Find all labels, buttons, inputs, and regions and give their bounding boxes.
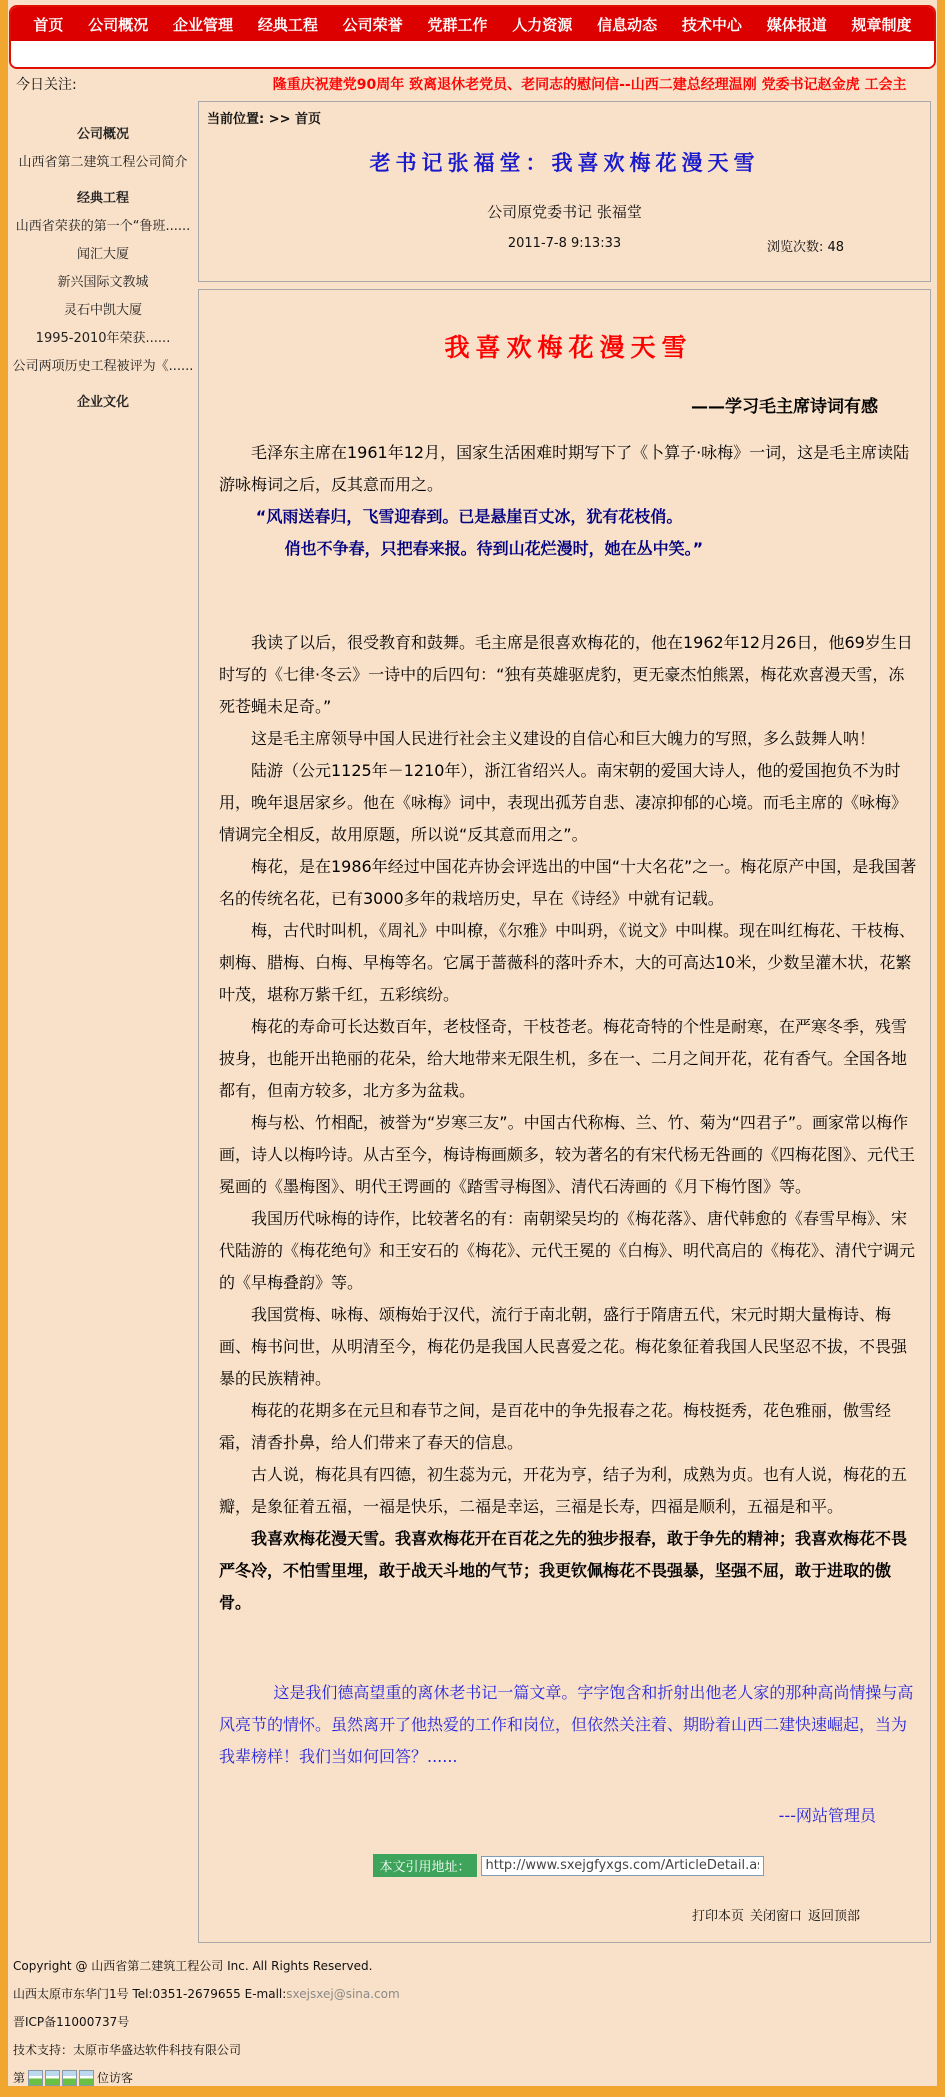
article-paragraph: 俏也不争春，只把春来报。待到山花烂漫时，她在丛中笑。” — [284, 539, 704, 558]
article-body-box — [198, 289, 931, 1943]
footer-icp: 晋ICP备11000737号 — [13, 2015, 130, 2029]
article-body — [219, 437, 918, 1773]
site-header — [9, 5, 936, 69]
action-link[interactable]: 打印本页 — [691, 1909, 744, 1924]
cite-url-input[interactable] — [481, 1856, 764, 1876]
article-date: 2011-7-8 9:13:33 — [507, 236, 622, 251]
article-paragraph: 我喜欢梅花漫天雪。我喜欢梅花开在百花之先的独步报春，敢于争先的精神；我喜欢梅花不畏严冬冷，不怕雪里埋，敢于战天斗地的气节；我更钦佩梅花不畏强暴，坚强不屈，敢于进取的傲骨。 — [219, 1529, 908, 1612]
article-header-box — [198, 101, 931, 282]
article-paragraph: 毛泽东主席在1961年12月，国家生活困难时期写下了《卜算子·咏梅》一词，这是毛主席读陆游咏梅词之后，反其意而用之。 — [219, 443, 910, 494]
article-paragraph: 梅花的寿命可长达数百年，老枝怪奇，干枝苍老。梅花奇特的个性是耐寒，在严寒冬季，残雪披身，也能开出艳丽的花朵，给大地带来无限生机，多在一、二月之间开花，花有香气。全国各地都有，但南方较多，北方多为盆栽。 — [219, 1017, 908, 1100]
main-column — [198, 101, 931, 1943]
breadcrumb[interactable]: 当前位置: >> 首页 — [207, 112, 322, 127]
nav-item[interactable]: 人力资源 — [512, 15, 573, 34]
sidebar-item[interactable]: 1995-2010年荣获...... — [35, 331, 171, 346]
article-paragraph: 这是毛主席领导中国人民进行社会主义建设的自信心和巨大魄力的写照，多么鼓舞人呐！ — [251, 729, 876, 748]
sidebar-item[interactable]: 闻汇大厦 — [76, 247, 129, 262]
article-heading: 我喜欢梅花漫天雪 — [444, 333, 693, 362]
counter-suffix: 位访客 — [97, 2071, 134, 2085]
article-paragraph: 我国赏梅、咏梅、颂梅始于汉代，流行于南北朝，盛行于隋唐五代，宋元时期大量梅诗、梅画、梅书问世，从明清至今，梅花仍是我国人民喜爱之花。梅花象征着我国人民坚忍不拔，不畏强暴的民族精神。 — [219, 1305, 908, 1388]
article-paragraph: 这是我们德高望重的离休老书记一篇文章。字字饱含和折射出他老人家的那种高尚情操与高风亮节的情怀。虽然离开了他热爱的工作和岗位，但依然关注着、期盼着山西二建快速崛起，当为我辈榜样！我们当如何回答？...... — [219, 1683, 914, 1766]
article-subtitle: ——学习毛主席诗词有感 — [691, 397, 878, 417]
nav-item[interactable]: 经典工程 — [257, 15, 318, 34]
sidebar-item[interactable]: 灵石中凯大厦 — [63, 303, 142, 318]
action-link[interactable]: 关闭窗口 — [749, 1909, 802, 1924]
sidebar-item[interactable]: 新兴国际文教城 — [57, 275, 149, 290]
footer — [8, 1943, 937, 2086]
nav-item[interactable]: 规章制度 — [851, 15, 912, 34]
article-paragraph: 梅花的花期多在元旦和春节之间，是百花中的争先报春之花。梅枝挺秀，花色雅丽，傲雪经霜，清香扑鼻，给人们带来了春天的信息。 — [219, 1401, 892, 1452]
article-paragraph: 我国历代咏梅的诗作，比较著名的有：南朝梁吴均的《梅花落》、唐代韩愈的《春雪早梅》、宋代陆游的《梅花绝句》和王安石的《梅花》、元代王冕的《白梅》、明代高启的《梅花》、清代宁调元的《早梅叠韵》等。 — [219, 1209, 916, 1292]
article-meta-row — [207, 236, 922, 255]
content-columns — [8, 101, 937, 1943]
action-link[interactable]: 返回顶部 — [807, 1909, 860, 1924]
counter-prefix: 第 — [13, 2071, 26, 2085]
article-byline: 公司原党委书记 张福堂 — [487, 203, 642, 221]
article-paragraph: 古人说，梅花具有四德，初生蕊为元，开花为亨，结子为利，成熟为贞。也有人说，梅花的五瓣，是象征着五福，一福是快乐，二福是幸运，三福是长寿，四福是顺利，五福是和平。 — [219, 1465, 908, 1516]
content-panel — [8, 0, 937, 2086]
broken-image-icon — [45, 2070, 60, 2086]
submenu-strip — [11, 41, 934, 67]
main-nav — [11, 7, 934, 41]
nav-item[interactable]: 媒体报道 — [766, 15, 827, 34]
nav-item[interactable]: 信息动态 — [597, 15, 658, 34]
cite-row — [219, 1854, 918, 1877]
sidebar-item[interactable]: 公司概况 — [76, 127, 129, 142]
sidebar — [8, 101, 198, 1943]
sidebar-item[interactable]: 经典工程 — [76, 191, 129, 206]
article-signature: ---网站管理员 — [778, 1806, 876, 1825]
article-paragraph: 陆游（公元1125年－1210年），浙江省绍兴人。南宋朝的爱国大诗人，他的爱国抱负不为时用，晚年退居家乡。他在《咏梅》词中，表现出孤芳自悲、凄凉抑郁的心境。而毛主席的《咏梅》情调完全相反，故用原题，所以说“反其意而用之”。 — [219, 761, 908, 844]
broken-image-icon — [62, 2070, 77, 2086]
footer-email-link[interactable]: sxejsxej@sina.com — [286, 1987, 400, 2001]
footer-copyright: Copyright @ 山西省第二建筑工程公司 Inc. All Rights Reserved. — [13, 1959, 373, 1973]
footer-support: 技术支持：太原市华盛达软件科技有限公司 — [13, 2043, 242, 2057]
nav-item[interactable]: 公司概况 — [88, 15, 149, 34]
cite-label-badge: 本文引用地址： — [373, 1854, 476, 1877]
ticker-headline-link[interactable]: 隆重庆祝建党90周年 致离退休老党员、老同志的慰问信--山西二建总经理温刚 党委书记赵金虎 工会主 — [272, 77, 907, 93]
sidebar-item[interactable]: 企业文化 — [76, 395, 129, 410]
nav-item[interactable]: 首页 — [33, 15, 64, 34]
nav-item[interactable]: 党群工作 — [427, 15, 488, 34]
footer-contact — [13, 1985, 937, 2002]
article-paragraph: “风雨送春归，飞雪迎春到。已是悬崖百丈冰，犹有花枝俏。 — [255, 507, 683, 526]
article-paragraph: 梅，古代时叫机，《周礼》中叫橑，《尔雅》中叫玬，《说文》中叫楳。现在叫红梅花、干枝梅、刺梅、腊梅、白梅、早梅等名。它属于蔷薇科的落叶乔木，大的可高达10米，少数呈灌木状，花繁叶茂，堪称万紫千红，五彩缤纷。 — [219, 921, 916, 1004]
ticker-row — [8, 69, 937, 95]
article-paragraph: 我读了以后，很受教育和鼓舞。毛主席是很喜欢梅花的，他在1962年12月26日，他69岁生日时写的《七律·冬云》一诗中的后四句：“独有英雄驱虎豹，更无豪杰怕熊罴，梅花欢喜漫天雪，冻死苍蝇未足奇。” — [219, 633, 913, 716]
counter-icons — [28, 2070, 94, 2086]
article-actions — [219, 1905, 860, 1924]
nav-item[interactable]: 企业管理 — [173, 15, 234, 34]
footer-address-tel: 山西太原市东华门1号 Tel:0351-2679655 E-mall: — [13, 1987, 287, 2001]
article-paragraph: 梅花，是在1986年经过中国花卉协会评选出的中国“十大名花”之一。梅花原产中国，是我国著名的传统名花，已有3000多年的栽培历史，早在《诗经》中就有记载。 — [219, 857, 917, 908]
nav-item[interactable]: 公司荣誉 — [342, 15, 403, 34]
view-count: 浏览次数: 48 — [766, 240, 844, 255]
article-paragraph: 梅与松、竹相配，被誉为“岁寒三友”。中国古代称梅、兰、竹、菊为“四君子”。画家常以梅作画，诗人以梅吟诗。从古至今，梅诗梅画颇多，较为著名的有宋代杨无咎画的《四梅花图》、元代王冕画的《墨梅图》、明代王谔画的《踏雪寻梅图》、清代石涛画的《月下梅竹图》等。 — [219, 1113, 916, 1196]
sidebar-item[interactable]: 山西省第二建筑工程公司简介 — [18, 155, 188, 170]
sidebar-item[interactable]: 山西省荣获的第一个“鲁班...... — [15, 219, 191, 234]
visitor-counter — [13, 2069, 937, 2086]
broken-image-icon — [28, 2070, 43, 2086]
ticker-label: 今日关注: — [16, 77, 77, 93]
nav-item[interactable]: 技术中心 — [681, 15, 742, 34]
article-title: 老书记张福堂：我喜欢梅花漫天雪 — [369, 151, 760, 175]
sidebar-item[interactable]: 公司两项历史工程被评为《...... — [12, 359, 194, 374]
broken-image-icon — [79, 2070, 94, 2086]
